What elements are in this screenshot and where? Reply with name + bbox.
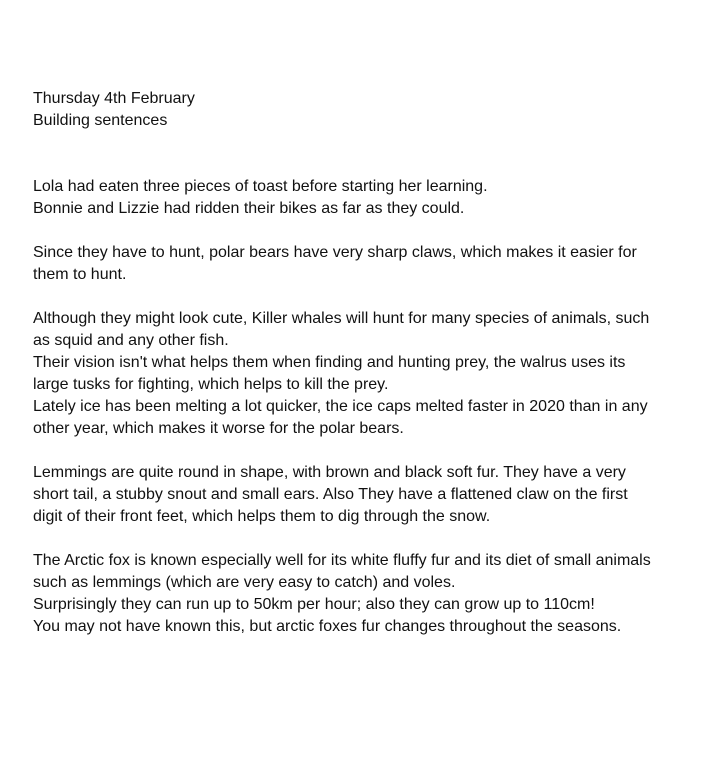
text-line: Although they might look cute, Killer whales will hunt for many species of animals, such — [33, 310, 650, 327]
text-line: Bonnie and Lizzie had ridden their bikes as far as they could. — [33, 200, 465, 217]
text-line: Lola had eaten three pieces of toast before starting her learning. — [33, 178, 488, 195]
text-line: as squid and any other fish. — [33, 332, 229, 349]
text-line: Lately ice has been melting a lot quicker, the ice caps melted faster in 2020 than in any — [33, 398, 648, 415]
text-line: them to hunt. — [33, 266, 127, 283]
date-line: Thursday 4th February — [33, 90, 195, 107]
paragraph-polar-bears — [33, 242, 693, 286]
text-line: other year, which makes it worse for the polar bears. — [33, 420, 404, 437]
document-header — [33, 88, 693, 132]
text-line: The Arctic fox is known especially well for its white fluffy fur and its diet of small animals — [33, 552, 651, 569]
document-title: Building sentences — [33, 112, 168, 129]
text-line: digit of their front feet, which helps them to dig through the snow. — [33, 508, 491, 525]
text-line: Their vision isn't what helps them when finding and hunting prey, the walrus uses its — [33, 354, 626, 371]
text-line: large tusks for fighting, which helps to kill the prey. — [33, 376, 389, 393]
text-line: Surprisingly they can run up to 50km per hour; also they can grow up to 110cm! — [33, 596, 595, 613]
document-body — [33, 88, 693, 660]
paragraph-toast-bikes — [33, 176, 693, 220]
text-line: Since they have to hunt, polar bears have very sharp claws, which makes it easier for — [33, 244, 637, 261]
text-line: short tail, a stubby snout and small ears. Also They have a flattened claw on the first — [33, 486, 628, 503]
paragraph-whales-walrus-ice — [33, 308, 693, 440]
paragraph-arctic-fox — [33, 550, 693, 638]
text-line: Lemmings are quite round in shape, with brown and black soft fur. They have a very — [33, 464, 626, 481]
text-line: You may not have known this, but arctic foxes fur changes throughout the seasons. — [33, 618, 622, 635]
paragraph-lemmings — [33, 462, 693, 528]
text-line: such as lemmings (which are very easy to catch) and voles. — [33, 574, 456, 591]
